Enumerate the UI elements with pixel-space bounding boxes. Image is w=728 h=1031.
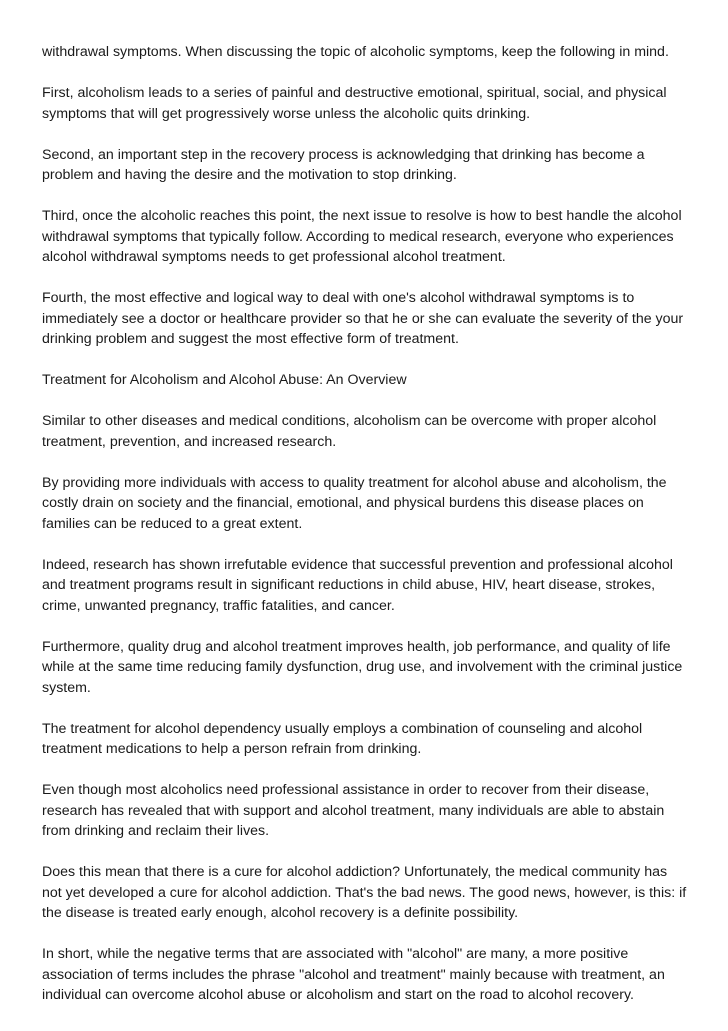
section-heading: Treatment for Alcoholism and Alcohol Abuse: An Overview: [42, 372, 407, 388]
paragraph-even-though: Even though most alcoholics need professional assistance in order to recover from their disease, research has revealed that with support and alcohol treatment, many individuals are able to abstain from drinking and reclaim their lives.: [42, 782, 665, 839]
paragraph-third: Third, once the alcoholic reaches this point, the next issue to resolve is how to best handle the alcohol withdrawal symptoms that typically follow. According to medical research, everyone who experiences alcohol withdrawal symptoms needs to get professional alcohol treatment.: [42, 208, 682, 265]
paragraph-indeed: Indeed, research has shown irrefutable evidence that successful prevention and professional alcohol and treatment programs result in significant reductions in child abuse, HIV, heart disease, strokes, crime, unwanted pregnancy, traffic fatalities, and cancer.: [42, 556, 673, 614]
paragraph-fourth: Fourth, the most effective and logical way to deal with one's alcohol withdrawal symptoms is to immediately see a doctor or healthcare provider so that he or she can evaluate the severity of the your drinking problem and suggest the most effective form of treatment.: [42, 290, 684, 347]
paragraph-second: Second, an important step in the recovery process is acknowledging that drinking has become a problem and having the desire and the motivation to stop drinking.: [42, 146, 645, 183]
paragraph-similar: Similar to other diseases and medical conditions, alcoholism can be overcome with proper alcohol treatment, prevention, and increased research.: [42, 413, 657, 450]
paragraph-withdrawal-intro: withdrawal symptoms. When discussing the topic of alcoholic symptoms, keep the following in mind.: [42, 44, 669, 60]
paragraph-access: By providing more individuals with access to quality treatment for alcohol abuse and alcoholism, the costly drain on society and the financial, emotional, and physical burdens this disease places on families can be reduced to a great extent.: [42, 474, 667, 532]
paragraph-cure: Does this mean that there is a cure for alcohol addiction? Unfortunately, the medical community has not yet developed a cure for alcohol addiction. That's the bad news. The good news, however, is this: if the disease is treated early enough, alcohol recovery is a definite possibility.: [42, 864, 687, 921]
paragraph-dependency: The treatment for alcohol dependency usually employs a combination of counseling and alcohol treatment medications to help a person refrain from drinking.: [42, 720, 643, 757]
paragraph-first: First, alcoholism leads to a series of painful and destructive emotional, spiritual, social, and physical symptoms that will get progressively worse unless the alcoholic quits drinking.: [42, 85, 667, 122]
document-page: [42, 42, 690, 1026]
paragraph-in-short: In short, while the negative terms that are associated with "alcohol" are many, a more positive association of terms includes the phrase "alcohol and treatment" mainly because with treatment, an individual can overcome alcohol abuse or alcoholism and start on the road to alcohol recovery.: [42, 946, 665, 1003]
paragraph-furthermore: Furthermore, quality drug and alcohol treatment improves health, job performance, and quality of life while at the same time reducing family dysfunction, drug use, and involvement with the criminal justice system.: [42, 638, 683, 696]
